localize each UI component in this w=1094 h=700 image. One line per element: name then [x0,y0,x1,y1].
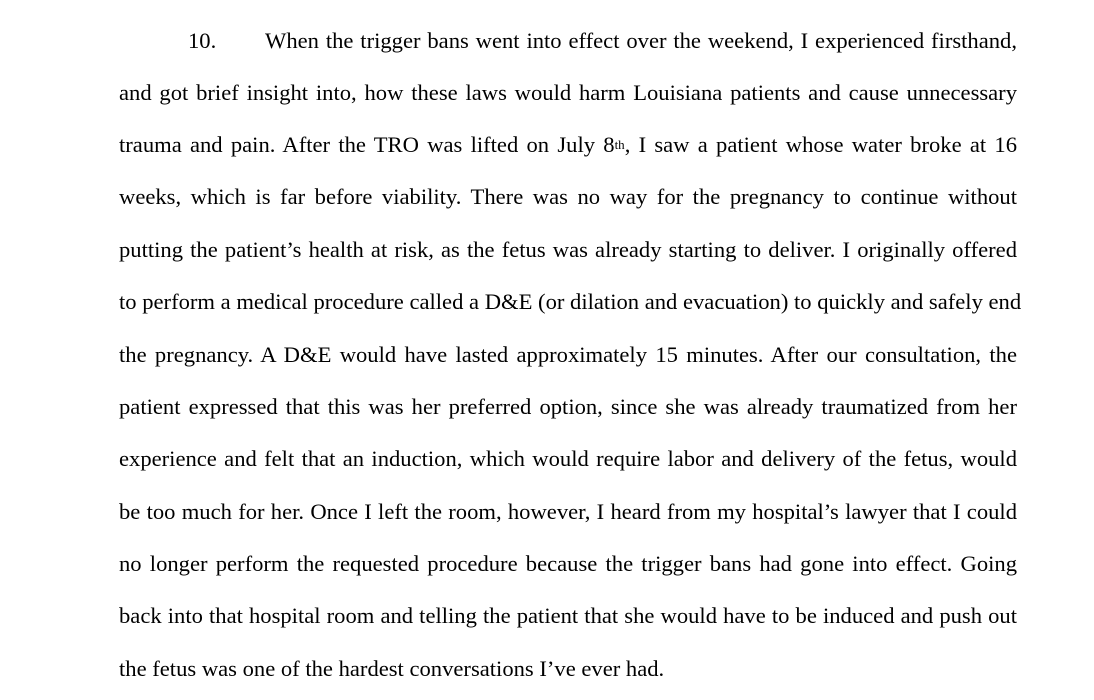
paragraph-line-13: the fetus was one of the hardest conversations I’ve ever had. [119,656,665,681]
paragraph-line-7: the pregnancy. A D&E would have lasted approximately 15 minutes. After our consultation, the [119,342,1017,367]
line-3-text-before: trauma and pain. After the TRO was lifted on July 8 [119,132,615,157]
line-3-text-after: , I saw a patient whose water broke at 16 [624,132,1017,157]
paragraph-line-5: putting the patient’s health at risk, as the fetus was already starting to deliver. I originally offered [119,237,1017,262]
paragraph-line-12: back into that hospital room and telling the patient that she would have to be induced and push out [119,603,1017,628]
paragraph-line-10: be too much for her. Once I left the room, however, I heard from my hospital’s lawyer that I could [119,499,1017,524]
paragraph-line-8: patient expressed that this was her preferred option, since she was already traumatized from her [119,394,1017,419]
paragraph-line-6: to perform a medical procedure called a D&E (or dilation and evacuation) to quickly and safely end [119,289,1022,314]
paragraph-number: 10. [188,28,217,53]
paragraph-line-11: no longer perform the requested procedure because the trigger bans had gone into effect. Going [119,551,1017,576]
paragraph-line-4: weeks, which is far before viability. There was no way for the pregnancy to continue without [119,184,1017,209]
paragraph-line-9: experience and felt that an induction, which would require labor and delivery of the fetus, would [119,446,1017,471]
paragraph-line-1: When the trigger bans went into effect over the weekend, I experienced firsthand, [265,28,1017,53]
paragraph-line-3 [119,130,1017,160]
paragraph-line-2: and got brief insight into, how these laws would harm Louisiana patients and cause unnecessary [119,80,1017,105]
ordinal-superscript: th [614,137,625,152]
